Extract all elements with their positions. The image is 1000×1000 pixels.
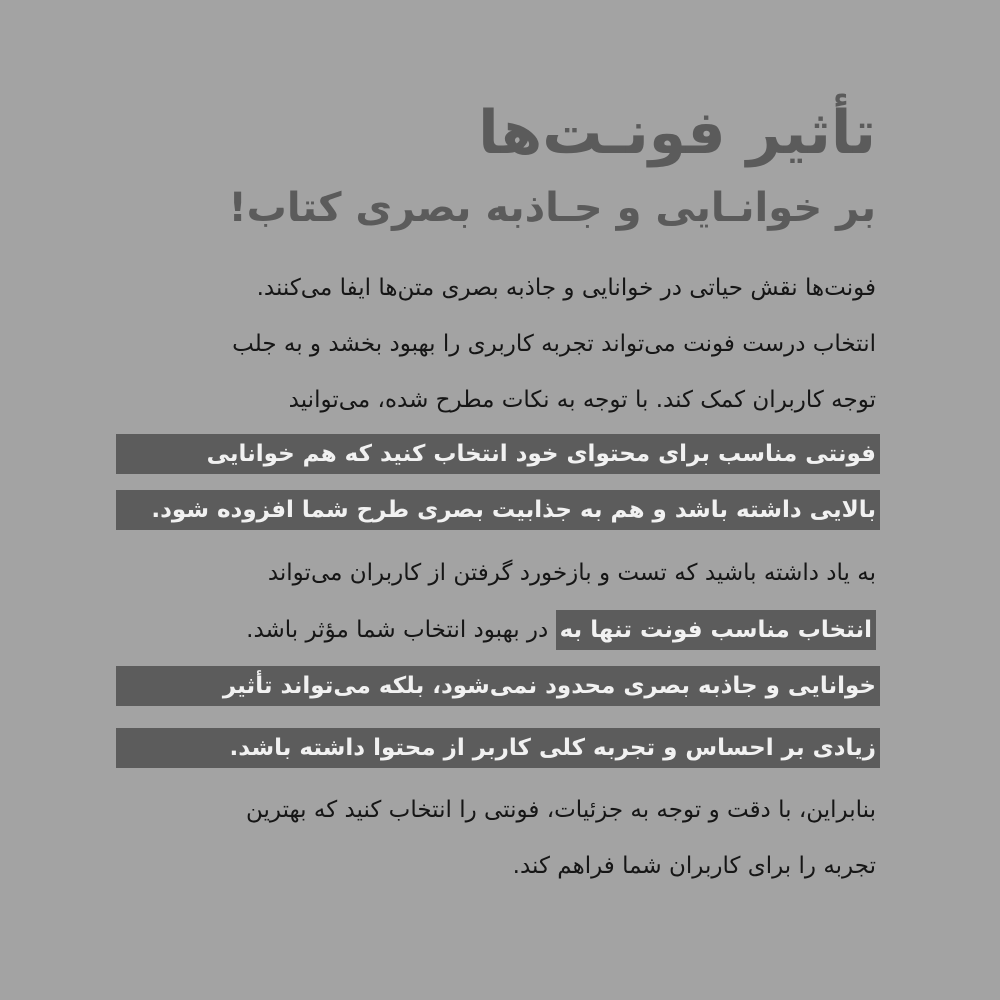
body-line-11: تجربه را برای کاربران شما فراهم کند.: [512, 853, 876, 879]
body-line-3: توجه کاربران کمک کند. با توجه به نکات مطرح شده، می‌توانید: [288, 387, 876, 413]
body-line-2: انتخاب درست فونت می‌تواند تجربه کاربری را بهبود بخشد و به جلب: [232, 331, 876, 357]
page-title: تأثیر فونـت‌ها: [478, 98, 876, 168]
body-line-1: فونت‌ها نقش حیاتی در خوانایی و جاذبه بصری متن‌ها ایفا می‌کنند.: [256, 275, 876, 301]
body-line-7: [246, 610, 876, 650]
highlighted-line-8: خوانایی و جاذبه بصری محدود نمی‌شود، بلکه می‌تواند تأثیر: [116, 666, 880, 706]
highlighted-line-5: بالایی داشته باشد و هم به جذابیت بصری طرح شما افزوده شود.: [116, 490, 880, 530]
page-subtitle: بر خوانـایی و جـاذبه بصری کتاب!: [228, 185, 876, 231]
highlighted-phrase: انتخاب مناسب فونت تنها به: [556, 610, 876, 650]
highlighted-line-4: فونتی مناسب برای محتوای خود انتخاب کنید که هم خوانایی: [116, 434, 880, 474]
body-line-7-text: در بهبود انتخاب شما مؤثر باشد.: [246, 617, 549, 643]
body-line-6: به یاد داشته باشید که تست و بازخورد گرفتن از کاربران می‌تواند: [267, 560, 876, 586]
highlighted-line-9: زیادی بر احساس و تجربه کلی کاربر از محتوا داشته باشد.: [116, 728, 880, 768]
body-line-10: بنابراین، با دقت و توجه به جزئیات، فونتی را انتخاب کنید که بهترین: [246, 797, 876, 823]
